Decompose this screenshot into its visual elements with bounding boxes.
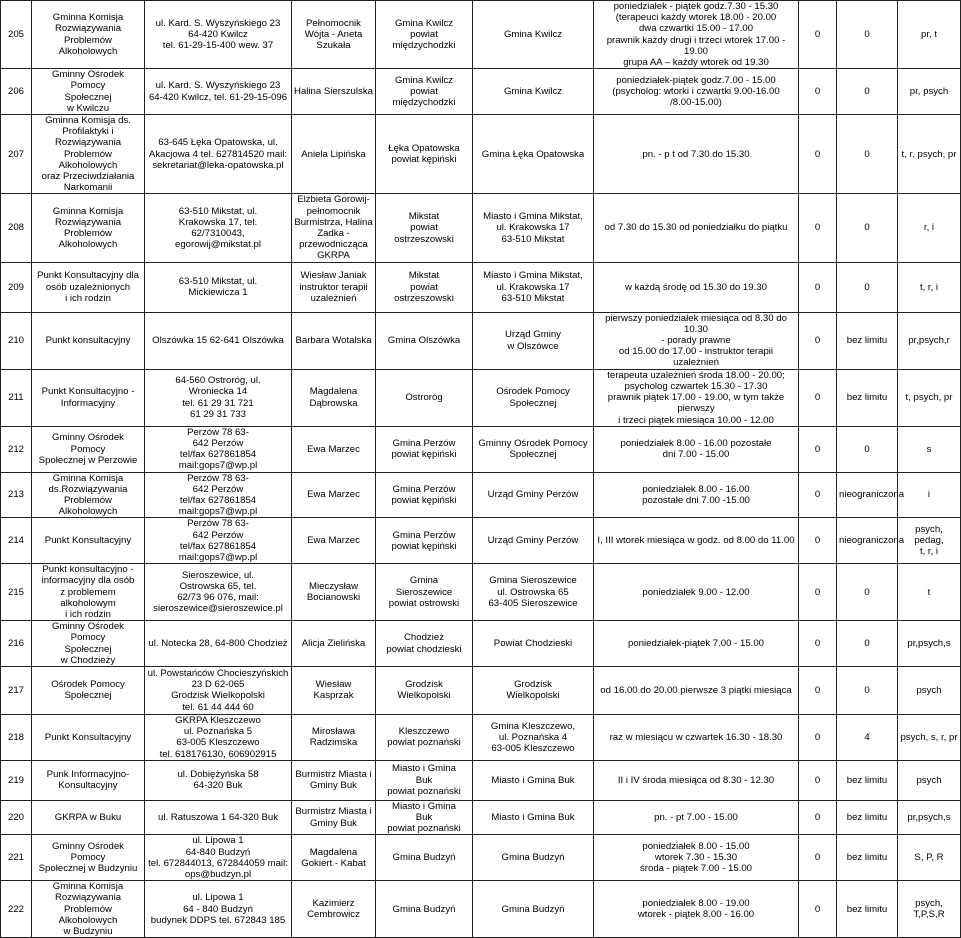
contact-person: Ewa Marzec <box>292 518 376 564</box>
count-b: 0 <box>837 564 898 621</box>
row-number: 216 <box>1 621 32 667</box>
location: Gmina Łęka Opatowska <box>473 115 594 194</box>
office-hours: poniedziałek 9.00 - 12.00 <box>594 564 799 621</box>
office-hours: pn. - p t od 7.30 do 15.30 <box>594 115 799 194</box>
contact-person: Halina Sierszulska <box>292 69 376 115</box>
location: Powiat Chodzieski <box>473 621 594 667</box>
entity-name: Punk Informacyjno- Konsultacyjny <box>32 760 145 800</box>
help-types: t, r, psych, pr <box>898 115 961 194</box>
table-row <box>1 760 961 800</box>
location: Gmina Budzyń <box>473 881 594 938</box>
table-row <box>1 1 961 69</box>
table-row <box>1 835 961 881</box>
office-hours: terapeuta uzależnień środa 18.00 - 20.00; psycholog czwartek 15.30 - 17.30 prawnik piątek 17.00 - 19.00, w tym także pierwszy i trzeci piątek miesiąca 10.00 - 12.00 <box>594 369 799 426</box>
help-types: i <box>898 472 961 518</box>
office-hours: w każdą środę od 15.30 do 19.30 <box>594 262 799 312</box>
entity-name: Punkt Konsultacyjno - Informacyjny <box>32 369 145 426</box>
row-number: 214 <box>1 518 32 564</box>
area: Łęka Opatowska powiat kępiński <box>376 115 473 194</box>
count-b: 0 <box>837 262 898 312</box>
count-a: 0 <box>799 835 837 881</box>
entity-name: Ośrodek Pomocy Społecznej <box>32 666 145 714</box>
entity-name: Punkt Konsultacyjny dla osób uzależnionych i ich rodzin <box>32 262 145 312</box>
contact-person: Mieczysław Bocianowski <box>292 564 376 621</box>
area: Mikstat powiat ostrzeszowski <box>376 194 473 262</box>
office-hours: poniedziałek-piątek godz.7.00 - 15.00 (psycholog: wtorki i czwartki 9.00-16.00 /8.00-15.00) <box>594 69 799 115</box>
count-b: nieograniczona <box>837 518 898 564</box>
entity-name: Punkt Konsultacyjny <box>32 518 145 564</box>
entity-name: Gminny Ośrodek Pomocy Społecznej w Budzyniu <box>32 835 145 881</box>
count-a: 0 <box>799 426 837 472</box>
address: ul. Kard. S. Wyszyńskiego 23 64-420 Kwilcz tel. 61-29-15-400 wew. 37 <box>145 1 292 69</box>
address: Perzów 78 63- 642 Perzów tel/fax 627861854 mail:gops7@wp.pl <box>145 426 292 472</box>
row-number: 217 <box>1 666 32 714</box>
row-number: 221 <box>1 835 32 881</box>
area: Chodzież powiat chodzieski <box>376 621 473 667</box>
entity-name: Gminna Komisja ds.Rozwiązywania Problemów Alkoholowych <box>32 472 145 518</box>
count-b: 0 <box>837 1 898 69</box>
location: Gmina Kwilcz <box>473 1 594 69</box>
table-row <box>1 194 961 262</box>
row-number: 207 <box>1 115 32 194</box>
help-types: pr,psych,s <box>898 621 961 667</box>
table-row <box>1 426 961 472</box>
area: Miasto i Gmina Buk powiat poznański <box>376 760 473 800</box>
help-types: t, r, i <box>898 262 961 312</box>
table-body <box>1 1 961 938</box>
row-number: 206 <box>1 69 32 115</box>
contact-person: Burmistrz Miasta i Gminy Buk <box>292 800 376 835</box>
count-b: 0 <box>837 194 898 262</box>
count-a: 0 <box>799 518 837 564</box>
table-row <box>1 518 961 564</box>
count-b: bez limitu <box>837 800 898 835</box>
contact-person: Pełnomocnik Wójta - Aneta Szukała <box>292 1 376 69</box>
address: Perzów 78 63- 642 Perzów tel/fax 627861854 mail:gops7@wp.pl <box>145 518 292 564</box>
entity-name: Gminny Ośrodek Pomocy Społecznej w Perzowie <box>32 426 145 472</box>
contact-person: Alicja Zielińska <box>292 621 376 667</box>
contact-person: Burmistrz Miasta i Gminy Buk <box>292 760 376 800</box>
help-types: psych, T,P,S,R <box>898 881 961 938</box>
contact-person: Mirosława Radzimska <box>292 714 376 760</box>
contact-person: Kazimierz Cembrowicz <box>292 881 376 938</box>
location: Miasto i Gmina Buk <box>473 800 594 835</box>
entity-name: GKRPA w Buku <box>32 800 145 835</box>
help-types: psych, pedag, t, r, i <box>898 518 961 564</box>
row-number: 209 <box>1 262 32 312</box>
location: Grodzisk Wielkopolski <box>473 666 594 714</box>
address: 63-510 Mikstat, ul. Krakowska 17, tel. 62/7310043, egorowij@mikstat.pl <box>145 194 292 262</box>
row-number: 220 <box>1 800 32 835</box>
count-b: bez limitu <box>837 835 898 881</box>
area: Gmina Perzów powiat kępiński <box>376 518 473 564</box>
table-row <box>1 621 961 667</box>
count-b: nieograniczona <box>837 472 898 518</box>
office-hours: poniedziałek 8.00 - 16.00 pozostałe dni 7.00 -15.00 <box>594 472 799 518</box>
count-a: 0 <box>799 760 837 800</box>
help-types: psych, s, r, pr <box>898 714 961 760</box>
help-types: pr, t <box>898 1 961 69</box>
contact-person: Ewa Marzec <box>292 426 376 472</box>
office-hours: poniedziałek 8.00 - 15.00 wtorek 7.30 - 15.30 środa - piątek 7.00 - 15.00 <box>594 835 799 881</box>
table-row <box>1 800 961 835</box>
table-row <box>1 369 961 426</box>
entity-name: Gminna Komisja Rozwiązywania Problemów Alkoholowych <box>32 1 145 69</box>
location: Gmina Kwilcz <box>473 69 594 115</box>
contact-person: Wiesław Janiak instruktor terapii uzależnień <box>292 262 376 312</box>
location: Miasto i Gmina Mikstat, ul. Krakowska 17 63-510 Mikstat <box>473 262 594 312</box>
row-number: 210 <box>1 312 32 369</box>
area: Mikstat powiat ostrzeszowski <box>376 262 473 312</box>
count-a: 0 <box>799 312 837 369</box>
count-a: 0 <box>799 115 837 194</box>
area: Gmina Sieroszewice powiat ostrowski <box>376 564 473 621</box>
row-number: 215 <box>1 564 32 621</box>
help-types: t <box>898 564 961 621</box>
help-types: t, psych, pr <box>898 369 961 426</box>
count-b: 0 <box>837 426 898 472</box>
count-a: 0 <box>799 1 837 69</box>
count-a: 0 <box>799 881 837 938</box>
address: Sieroszewice, ul. Ostrowska 65, tel. 62/73 96 076, mail: sieroszewice@sieroszewice.pl <box>145 564 292 621</box>
help-types: pr,psych,s <box>898 800 961 835</box>
row-number: 212 <box>1 426 32 472</box>
office-hours: I, III wtorek miesiąca w godz. od 8.00 do 11.00 <box>594 518 799 564</box>
address: Olszówka 15 62-641 Olszówka <box>145 312 292 369</box>
count-a: 0 <box>799 69 837 115</box>
count-a: 0 <box>799 621 837 667</box>
count-b: 0 <box>837 621 898 667</box>
help-types: psych <box>898 760 961 800</box>
count-b: 0 <box>837 115 898 194</box>
table-row <box>1 881 961 938</box>
office-hours: poniedziałek 8.00 - 19.00 wtorek - piątek 8.00 - 16.00 <box>594 881 799 938</box>
address: ul. Notecka 28, 64-800 Chodzież <box>145 621 292 667</box>
location: Miasto i Gmina Mikstat, ul. Krakowska 17 63-510 Mikstat <box>473 194 594 262</box>
location: Gmina Budzyń <box>473 835 594 881</box>
area: Miasto i Gmina Buk powiat poznański <box>376 800 473 835</box>
count-a: 0 <box>799 262 837 312</box>
address: 64-560 Ostroróg, ul. Wroniecka 14 tel. 61 29 31 721 61 29 31 733 <box>145 369 292 426</box>
count-a: 0 <box>799 564 837 621</box>
address: ul. Kard. S. Wyszyńskiego 23 64-420 Kwilcz, tel. 61-29-15-096 <box>145 69 292 115</box>
table-row <box>1 714 961 760</box>
row-number: 222 <box>1 881 32 938</box>
table-row <box>1 115 961 194</box>
table-row <box>1 472 961 518</box>
address: 63-645 Łęka Opatowska, ul. Akacjowa 4 tel. 627814520 mail: sekretariat@leka-opatowska.pl <box>145 115 292 194</box>
location: Miasto i Gmina Buk <box>473 760 594 800</box>
row-number: 213 <box>1 472 32 518</box>
count-a: 0 <box>799 800 837 835</box>
office-hours: poniedziałek 8.00 - 16.00 pozostałe dni 7.00 - 15.00 <box>594 426 799 472</box>
contact-person: Elżbieta Gorowij- pełnomocnik Burmistrza, Halina Zadka - przewodnicząca GKRPA <box>292 194 376 262</box>
help-types: r, i <box>898 194 961 262</box>
entity-name: Gminny Ośrodek Pomocy Społecznej w Kwilczu <box>32 69 145 115</box>
location: Ośrodek Pomocy Społecznej <box>473 369 594 426</box>
count-a: 0 <box>799 472 837 518</box>
area: Gmina Budzyń <box>376 881 473 938</box>
entity-name: Gminna Komisja Rozwiązywania Problemów Alkoholowych <box>32 194 145 262</box>
count-b: 0 <box>837 666 898 714</box>
office-hours: II i IV środa miesiąca od 8.30 - 12.30 <box>594 760 799 800</box>
area: Gmina Olszówka <box>376 312 473 369</box>
help-types: pr,psych,r <box>898 312 961 369</box>
office-hours: pn. - pt 7.00 - 15.00 <box>594 800 799 835</box>
location: Gmina Sieroszewice ul. Ostrowska 65 63-405 Sieroszewice <box>473 564 594 621</box>
entity-name: Gminna Komisja Rozwiązywania Problemów Alkoholowych w Budzyniu <box>32 881 145 938</box>
location: Urząd Gminy Perzów <box>473 518 594 564</box>
address: ul. Ratuszowa 1 64-320 Buk <box>145 800 292 835</box>
contact-person: Aniela Lipińska <box>292 115 376 194</box>
count-b: bez limitu <box>837 760 898 800</box>
area: Grodzisk Wielkopolski <box>376 666 473 714</box>
address: ul. Lipowa 1 64-840 Budzyń tel. 672844013, 672844059 mail: ops@budzyn.pl <box>145 835 292 881</box>
count-b: bez limitu <box>837 369 898 426</box>
location: Gmina Kleszczewo, ul. Poznańska 4 63-005 Kleszczewo <box>473 714 594 760</box>
area: Gmina Kwilcz powiat międzychodzki <box>376 69 473 115</box>
row-number: 205 <box>1 1 32 69</box>
location: Urząd Gminy w Olszówce <box>473 312 594 369</box>
office-hours: raz w miesiącu w czwartek 16.30 - 18.30 <box>594 714 799 760</box>
row-number: 219 <box>1 760 32 800</box>
address: ul. Powstańców Chocieszyńskich 23 D 62-065 Grodzisk Wielkopolski tel. 61 44 444 60 <box>145 666 292 714</box>
office-hours: poniedziałek-piątek 7.00 - 15.00 <box>594 621 799 667</box>
office-hours: od 16.00 do 20.00 pierwsze 3 piątki miesiąca <box>594 666 799 714</box>
address: ul. Lipowa 1 64 - 840 Budzyń budynek DDPS tel. 672843 185 <box>145 881 292 938</box>
table-row <box>1 666 961 714</box>
help-types: S, P, R <box>898 835 961 881</box>
contact-person: Magdalena Dąbrowska <box>292 369 376 426</box>
contact-person: Ewa Marzec <box>292 472 376 518</box>
entity-name: Punkt Konsultacyjny <box>32 714 145 760</box>
office-hours: pierwszy poniedziałek miesiąca od 8.30 do 10.30 - porady prawne od 15.00 do 17.00 - instruktor terapii uzależnień <box>594 312 799 369</box>
office-hours: od 7.30 do 15.30 od poniedziałku do piątku <box>594 194 799 262</box>
help-types: pr, psych <box>898 69 961 115</box>
table-row <box>1 564 961 621</box>
entity-name: Gminna Komisja ds. Profilaktyki i Rozwiązywania Problemów Alkoholowych oraz Przeciwdziałania Narkomanii <box>32 115 145 194</box>
area: Gmina Budzyń <box>376 835 473 881</box>
count-a: 0 <box>799 666 837 714</box>
location: Gminny Ośrodek Pomocy Społecznej <box>473 426 594 472</box>
entity-name: Punkt konsultacyjno - informacyjny dla osób z problemem alkoholowym i ich rodzin <box>32 564 145 621</box>
area: Ostroróg <box>376 369 473 426</box>
count-b: 4 <box>837 714 898 760</box>
address: GKRPA Kleszczewo ul. Poznańska 5 63-005 Kleszczewo tel. 618176130, 606902915 <box>145 714 292 760</box>
count-a: 0 <box>799 714 837 760</box>
entity-name: Punkt konsultacyjny <box>32 312 145 369</box>
area: Kleszczewo powiat poznański <box>376 714 473 760</box>
count-b: 0 <box>837 69 898 115</box>
address: Perzów 78 63- 642 Perzów tel/fax 627861854 mail:gops7@wp.pl <box>145 472 292 518</box>
row-number: 218 <box>1 714 32 760</box>
area: Gmina Perzów powiat kępiński <box>376 472 473 518</box>
table-row <box>1 69 961 115</box>
table-row <box>1 262 961 312</box>
address: 63-510 Mikstat, ul. Mickiewicza 1 <box>145 262 292 312</box>
contact-person: Wiesław Kasprzak <box>292 666 376 714</box>
contact-person: Magdalena Gokiert - Kabat <box>292 835 376 881</box>
area: Gmina Perzów powiat kępiński <box>376 426 473 472</box>
row-number: 211 <box>1 369 32 426</box>
row-number: 208 <box>1 194 32 262</box>
count-b: bez limitu <box>837 881 898 938</box>
count-a: 0 <box>799 369 837 426</box>
table-row <box>1 312 961 369</box>
count-a: 0 <box>799 194 837 262</box>
area: Gmina Kwilcz powiat międzychodzki <box>376 1 473 69</box>
address: ul. Dobiężyńska 58 64-320 Buk <box>145 760 292 800</box>
entity-name: Gminny Ośrodek Pomocy Społecznej w Chodzieży <box>32 621 145 667</box>
help-types: s <box>898 426 961 472</box>
count-b: bez limitu <box>837 312 898 369</box>
location: Urząd Gminy Perzów <box>473 472 594 518</box>
office-hours: poniedziałek - piątek godz.7.30 - 15.30 (terapeuci każdy wtorek 18.00 - 20.00 dwa czwartki 15.00 - 17.00 prawnik każdy drugi i trzeci wtorek 17.00 - 19.00 grupa AA – każdy wtorek od 19.30 <box>594 1 799 69</box>
contact-person: Barbara Wotalska <box>292 312 376 369</box>
help-types: psych <box>898 666 961 714</box>
